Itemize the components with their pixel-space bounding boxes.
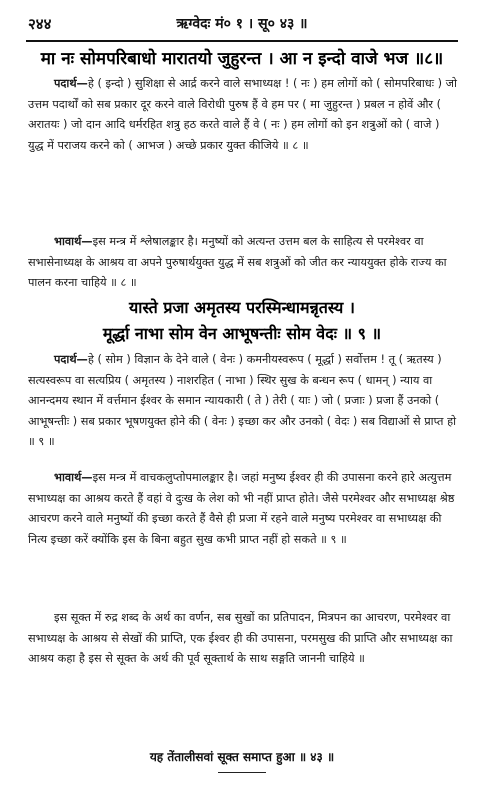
padartha-8 xyxy=(28,74,458,156)
page-number: २४४ xyxy=(28,15,52,33)
mantra-8: मा नः सोमपरिबाधो मारातयो जुहुरन्त । आ न इन्दो वाजे भज ॥८॥ xyxy=(40,49,444,69)
bhavartha-8 xyxy=(28,232,458,294)
padartha-9-text: हे ( सोम ) विज्ञान के देने वाले ( वेनः ) कमनीयस्वरूप ( मूर्द्धा ) सर्वोत्तम ! तू ( ऋतस्य ) सत्यस्वरूप वा सत्यप्रिय ( अमृतस्य ) नाशरहित ( नाभा ) स्थिर सुख के बन्धन रूप ( धामन् ) न्याय वा आनन्दमय स्थान में वर्त्तमान ईश्वर के समान न्यायकारी ( ते ) तेरी ( याः ) जो ( प्रजाः ) प्रजा हैं उनको ( आभूषन्तीः ) सब प्रकार भूषणयुक्त होने की ( वेनः ) इच्छा कर और उनको ( वेदः ) सब विद्याओं से प्राप्त हो ॥ ९ ॥ xyxy=(28,353,457,448)
page-header xyxy=(0,14,484,36)
end-rule xyxy=(218,772,266,773)
padartha-9 xyxy=(28,350,458,453)
running-title: ऋग्वेदः मं० १ । सू० ४३ ॥ xyxy=(176,16,308,32)
bhavartha-9 xyxy=(28,468,458,550)
mantra-9-line-2: मूर्द्धा नाभा सोम वेन आभूषन्तीः सोम वेदः ॥ ९ ॥ xyxy=(102,324,382,343)
mantra-9-line-1: यास्ते प्रजा अमृतस्य परस्मिन्धामन्नृतस्य । xyxy=(129,298,355,317)
padartha-8-text: हे ( इन्दो ) सुशिक्षा से आर्द्र करने वाले सभाध्यक्ष ! ( नः ) हम लोगों को ( सोमपरिबाधः ) जो उत्तम पदार्थों को सब प्रकार दूर करने वाले विरोधी पुरुष हैं वे हम पर ( मा जुहुरन्त ) प्रबल न होवें और ( अरातयः ) जो दान आदि धर्मरहित शत्रु हठ करते वाले हैं वे ( नः ) हम लोगों को इन शत्रुओं को ( वाजे ) युद्ध में पराजय करने को ( आभज ) अच्छे प्रकार युक्त कीजिये ॥ ८ ॥ xyxy=(28,77,457,152)
sukta-end-note: यह तेंतालीसवां सूक्त समाप्त हुआ ॥ ४३ ॥ xyxy=(149,750,335,764)
sukta-summary: इस सूक्त में रुद्र शब्द के अर्थ का वर्णन, सब सुखों का प्रतिपादन, मित्रपन का आचरण, परमेश्वर वा सभाध्यक्ष के आश्रय से सेखों की प्राप्ति, एक ईश्वर ही की उपासना, परमसुख की प्राप्ति और सभाध्यक्ष का आश्रय कहा है इस से सूक्त के अर्थ की पूर्व सूक्तार्थ के साथ सङ्गति जाननी चाहिये ॥ xyxy=(28,611,453,665)
bhavartha-8-text: इस मन्त्र में श्लेषालङ्कार है। मनुष्यों को अत्यन्त उत्तम बल के साहित्य से परमेश्वर वा सभासेनाध्यक्ष के आश्रय वा अपने पुरुषार्थयुक्त युद्ध में सब शत्रुओं को जीत कर न्याययुक्त होके राज्य का पालन करना चाहिये ॥ ८ ॥ xyxy=(28,235,447,289)
padartha-9-lead: पदार्थ— xyxy=(54,353,88,366)
bhavartha-9-lead: भावार्थ— xyxy=(54,471,93,484)
padartha-8-lead: पदार्थ— xyxy=(54,77,88,90)
bhavartha-9-text: इस मन्त्र में वाचकलुप्तोपमालङ्कार है। जहां मनुष्य ईश्वर ही की उपासना करने हारे अत्युत्तम सभाध्यक्ष का आश्रय करते हैं वहां वे दुःख के लेश को भी नहीं प्राप्त होते। जैसे परमेश्वर और सभाध्यक्ष श्रेष्ठ आचरण करने वाले मनुष्यों की इच्छा करते हैं वैसे ही प्रजा में रहने वाले मनुष्य परमेश्वर वा सभाध्यक्ष की नित्य इच्छा करें क्योंकि इस के बिना बहुत सुख कभी प्राप्त नहीं हो सकते ॥ ९ ॥ xyxy=(28,471,455,546)
header-rule xyxy=(26,40,458,42)
bhavartha-8-lead: भावार्थ— xyxy=(54,235,93,248)
